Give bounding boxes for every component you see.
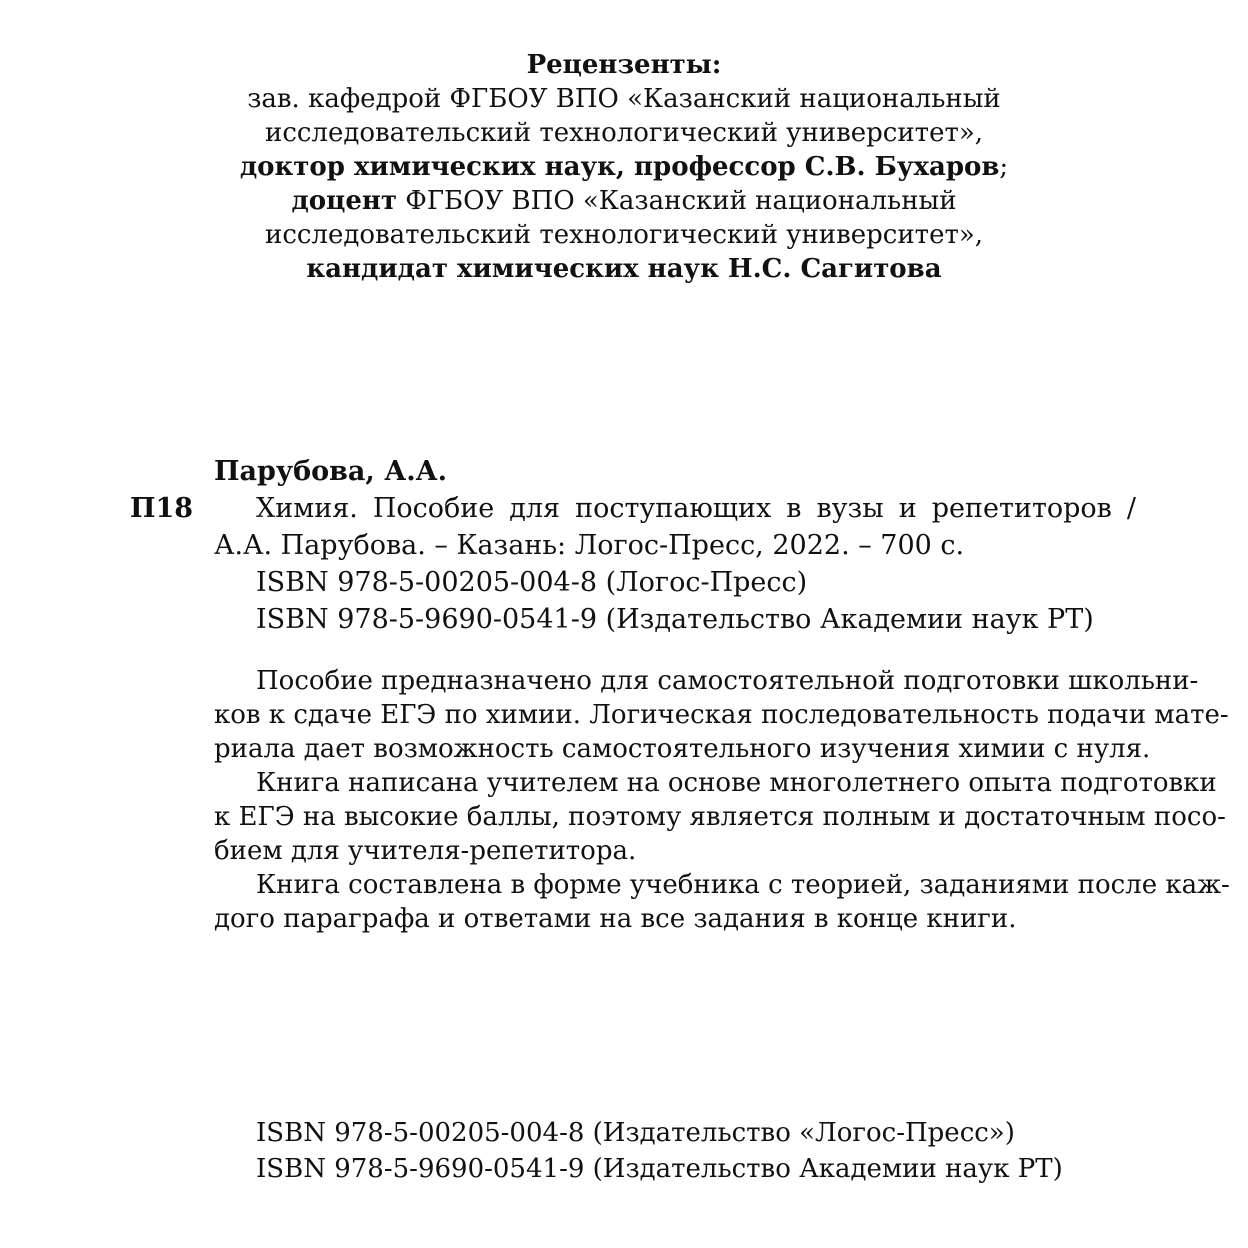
catalog-title-line-2: А.А. Парубова. – Казань: Логос-Пресс, 2022. – 700 с. — [214, 530, 965, 561]
reviewers-heading: Рецензенты: — [526, 50, 722, 80]
catalog-author: Парубова, А.А. — [214, 456, 448, 487]
catalog-isbn-1: ISBN 978-5-00205-004-8 (Логос-Пресс) — [256, 567, 808, 598]
reviewer-2-line-1 — [0, 184, 1248, 218]
footer-isbn-block — [256, 1115, 1063, 1187]
reviewer-1-line-2: исследовательский технологический университет», — [264, 118, 984, 148]
reviewer-2-line-2: исследовательский технологический университет», — [264, 220, 984, 250]
annotation-p2-line-2: к ЕГЭ на высокие баллы, поэтому является полным и достаточным посо- — [214, 802, 1226, 832]
reviewer-1-line-3 — [0, 150, 1248, 184]
catalog-isbn-2: ISBN 978-5-9690-0541-9 (Издательство Академии наук РТ) — [256, 604, 1094, 635]
reviewer-2-credentials: кандидат химических наук Н.С. Сагитова — [306, 254, 942, 284]
annotation-p1-line-1: Пособие предназначено для самостоятельной подготовки школьни- — [256, 666, 1199, 696]
annotation-p3-line-1: Книга составлена в форме учебника с теорией, заданиями после каж- — [256, 870, 1230, 900]
annotation-p3-line-2: дого параграфа и ответами на все задания в конце книги. — [214, 904, 1017, 934]
reviewers-block — [0, 48, 1248, 286]
catalog-code: П18 — [130, 493, 194, 524]
reviewer-2-position: доцент — [291, 186, 397, 216]
catalog-title-line-1: Химия. Пособие для поступающих в вузы и репетиторов / — [256, 493, 1136, 524]
annotation-p2-line-1: Книга написана учителем на основе многолетнего опыта подготовки — [256, 768, 1217, 798]
annotation-p1-line-3: риала дает возможность самостоятельного изучения химии с нуля. — [214, 734, 1151, 764]
reviewer-1-line-1: зав. кафедрой ФГБОУ ВПО «Казанский национальный — [247, 84, 1001, 114]
footer-isbn-2: ISBN 978-5-9690-0541-9 (Издательство Академии наук РТ) — [256, 1154, 1063, 1184]
reviewer-1-credentials: доктор химических наук, профессор С.В. Бухаров — [239, 152, 1000, 182]
footer-isbn-1: ISBN 978-5-00205-004-8 (Издательство «Логос-Пресс») — [256, 1118, 1015, 1148]
annotation-block — [214, 664, 1230, 936]
reviewer-2-affiliation: ФГБОУ ВПО «Казанский национальный — [397, 186, 957, 216]
reviewer-1-separator: ; — [999, 152, 1009, 182]
annotation-p1-line-2: ков к сдаче ЕГЭ по химии. Логическая последовательность подачи мате- — [214, 700, 1229, 730]
annotation-p2-line-3: бием для учителя-репетитора. — [214, 836, 637, 866]
